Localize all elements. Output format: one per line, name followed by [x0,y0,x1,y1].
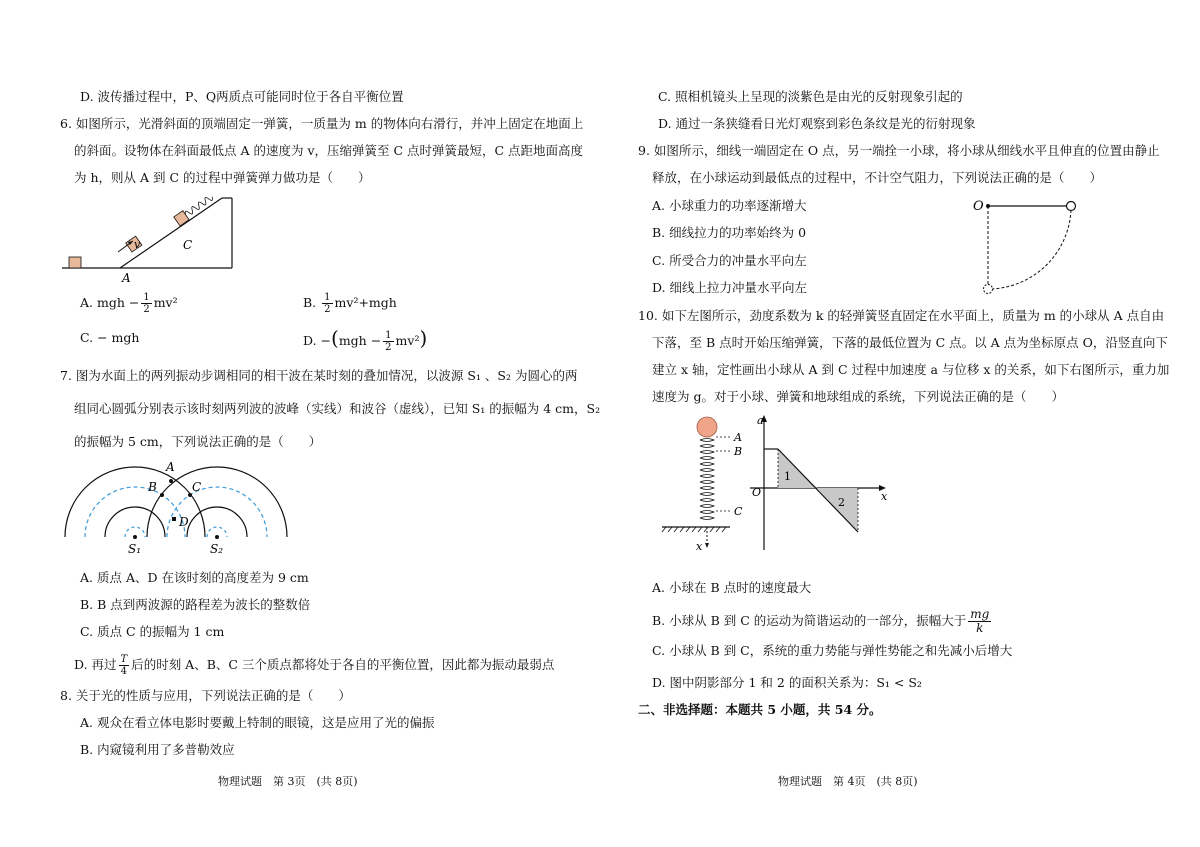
q10-stem-line2: 下落，至 B 点时开始压缩弹簧，下落的最低位置为 C 点。以 A 点为坐标原点 O，沿竖直向下 [652,335,1168,350]
q10-point-c-label: C [734,505,743,518]
q10-region-2-label: 2 [838,496,845,509]
q10-stem-line4: 速度为 g。对于小球、弹簧和地球组成的系统，下列说法正确的是（ ） [652,389,1064,404]
q10-stem-line3: 建立 x 轴，定性画出小球从 A 到 C 过程中加速度 a 与位移 x 的关系，如下右图所示，重力加 [652,362,1170,377]
q7-label-a: A [166,460,175,474]
q7-stem-line1: 7. 图为水面上的两列振动步调相同的相干波在某时刻的叠加情况，以波源 S₁ 、S₂ 为圆心的两 [60,368,578,383]
q7-label-d: D [179,515,189,529]
q7-label-b: B [148,480,157,494]
q8-stem: 8. 关于光的性质与应用，下列说法正确的是（ ） [60,688,351,703]
q6-option-c: C. − mgh [80,330,140,345]
q7-label-s1: S₁ [128,542,142,556]
right-page-footer: 物理试题 第 4页 (共 8页) [778,775,918,788]
q7-option-b: B. B 点到两波源的路程差为波长的整数倍 [80,597,311,612]
q7-wave-figure [60,455,300,560]
q10-stem-line1: 10. 如下左图所示，劲度系数为 k 的轻弹簧竖直固定在水平面上，质量为 m 的小球从 A 点自由 [638,308,1165,323]
q10-option-d: D. 图中阴影部分 1 和 2 的面积关系为：S₁ < S₂ [652,675,922,690]
q7-option-c: C. 质点 C 的振幅为 1 cm [80,624,225,639]
q7-label-c: C [192,480,202,494]
q10-region-1-label: 1 [784,470,791,483]
left-page-footer: 物理试题 第 3页 (共 8页) [218,775,358,788]
q6-stem-line2: 的斜面。设物体在斜面最低点 A 的速度为 v，压缩弹簧至 C 点时弹簧最短，C 点距地面高度 [74,143,584,158]
q10-axis-a-label: a [757,414,764,427]
left-page [60,0,601,847]
q10-option-b: B. 小球从 B 到 C 的运动为简谐运动的一部分，振幅大于 $\frac{mg}{k}$ [652,607,990,635]
q9-point-o-label: O [973,199,984,214]
q7-option-d: D. 再过 $\frac{T}{4}$ 后的时刻 A、B、C 三个质点都将处于各自的平衡位置，因此都为振动最弱点 [74,654,555,677]
q9-pendulum-figure [963,192,1083,298]
q9-option-a: A. 小球重力的功率逐渐增大 [652,198,807,213]
q10-point-a-label: A [734,431,742,444]
section-2-heading: 二、非选择题：本题共 5 小题，共 54 分。 [638,702,882,717]
q7-label-s2: S₂ [210,542,224,556]
q6-stem-line3: 为 h，则从 A 到 C 的过程中弹簧弹力做功是（ ） [74,170,371,185]
q10-left-x-label: x [696,540,703,553]
q9-option-b: B. 细线拉力的功率始终为 0 [652,225,807,240]
q10-axis-x-label: x [881,490,888,503]
q6-v-label: v [134,238,141,251]
q8-option-c: C. 照相机镜头上呈现的淡紫色是由光的反射现象引起的 [658,89,963,104]
q6-point-c-label: C [183,238,193,252]
q6-option-d: D. −(mgh − $\frac{1}{2}$ mv²) [303,326,428,353]
q10-origin-label: O [752,486,762,499]
q9-stem-line2: 释放，在小球运动到最低点的过程中，不计空气阻力，下列说法正确的是（ ） [652,170,1103,185]
q10-ax-graph [750,412,900,554]
q7-option-a: A. 质点 A、D 在该时刻的高度差为 9 cm [80,570,309,585]
q6-option-a: A. mgh − $\frac{1}{2}$ mv² [80,292,178,315]
q10-spring-figure [658,412,758,554]
q5-option-d: D. 波传播过程中，P、Q两质点可能同时位于各自平衡位置 [80,89,404,104]
q8-option-b: B. 内窥镜利用了多普勒效应 [80,742,235,757]
q7-stem-line3: 的振幅为 5 cm，下列说法正确的是（ ） [74,434,322,449]
q10-option-a: A. 小球在 B 点时的速度最大 [652,580,812,595]
q6-stem-line1: 6. 如图所示，光滑斜面的顶端固定一弹簧，一质量为 m 的物体向右滑行，并冲上固定在地面上 [60,116,584,131]
q7-stem-line2: 组同心圆弧分别表示该时刻两列波的波峰（实线）和波谷（虚线），已知 S₁ 的振幅为 4 cm，S₂ [74,401,601,416]
q6-option-b: B. $\frac{1}{2}$ mv²+mgh [303,292,397,315]
q10-option-c: C. 小球从 B 到 C，系统的重力势能与弹性势能之和先减小后增大 [652,643,1013,658]
q9-stem-line1: 9. 如图所示，细线一端固定在 O 点，另一端拴一小球，将小球从细线水平且伸直的位置由静止 [638,143,1160,158]
q6-incline-figure [60,190,240,285]
q9-option-c: C. 所受合力的冲量水平向左 [652,253,807,268]
q8-option-a: A. 观众在看立体电影时要戴上特制的眼镜，这是应用了光的偏振 [80,715,435,730]
q6-point-a-label: A [122,271,131,285]
q10-point-b-label: B [734,445,743,458]
right-page [638,0,1170,847]
q8-option-d: D. 通过一条狭缝看日光灯观察到彩色条纹是光的衍射现象 [658,116,976,131]
q9-option-d: D. 细线上拉力冲量水平向左 [652,280,808,295]
